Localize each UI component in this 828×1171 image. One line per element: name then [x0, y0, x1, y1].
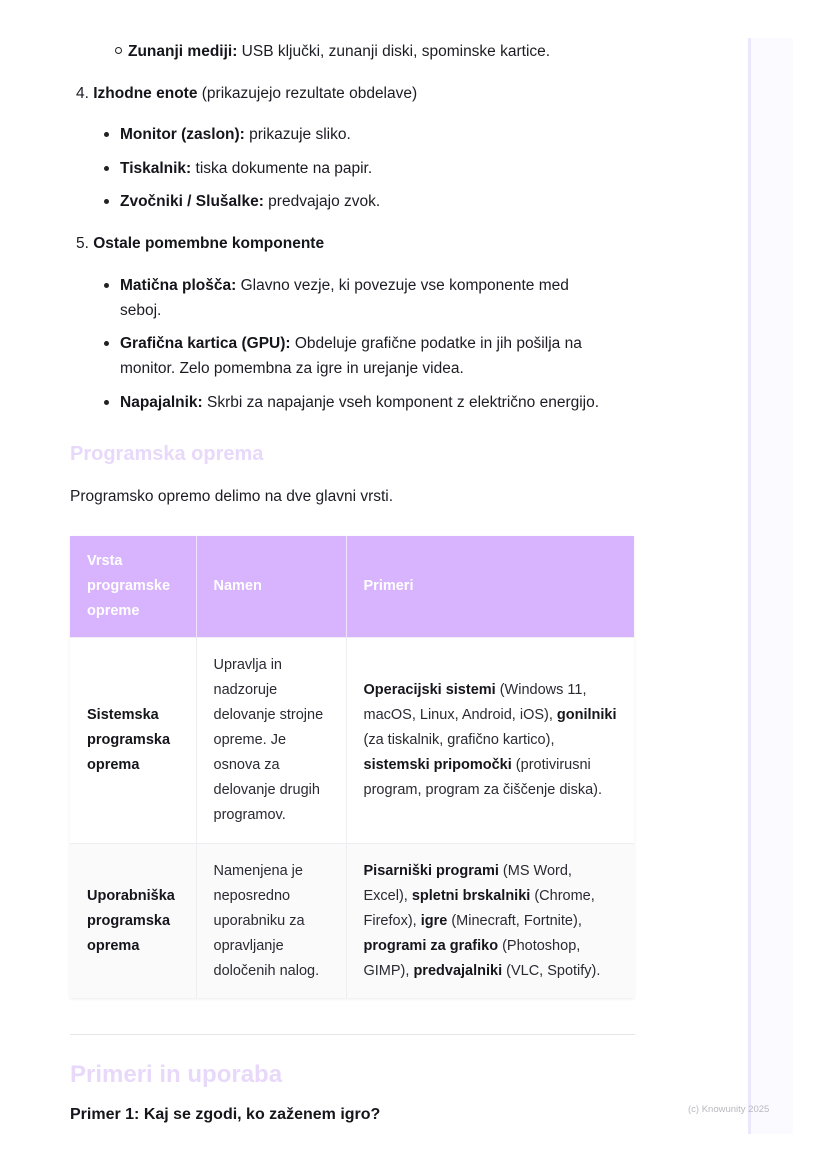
bullet-icon — [104, 132, 109, 137]
example-1-title: Primer 1: Kaj se zgodi, ko zaženem igro? — [70, 1106, 381, 1123]
section-output-devices: 4. Izhodne enote (prikazujejo rezultate obdelave) — [76, 85, 418, 102]
bullet-icon — [104, 341, 109, 346]
heading-software: Programska oprema — [70, 443, 264, 465]
divider — [70, 1034, 635, 1035]
software-table — [70, 536, 634, 998]
bullet-icon — [104, 283, 109, 288]
bullet-icon — [104, 199, 109, 204]
table-row: Sistemska programska oprema Upravlja in nadzoruje delovanje strojne opreme. Je osnova za delovanje drugih programov. Operacijski sistemi (Windows 11, macOS, Linux, Android, iOS), gonilniki (za tiskalnik, grafično kartico), sistemski pripomočki (protivirusni program, program za čiščenje diska). — [70, 638, 634, 844]
bullet-icon — [104, 400, 109, 405]
software-intro: Programsko opremo delimo na dve glavni vrsti. — [70, 488, 394, 505]
page-side-strip — [748, 38, 793, 1134]
circle-bullet-icon — [115, 47, 122, 54]
copyright-text: (c) Knowunity 2025 — [688, 1104, 770, 1115]
list-item: Napajalnik: Skrbi za napajanje vseh komponent z električno energijo. — [120, 390, 660, 415]
list-item-external-media: Zunanji mediji: USB ključki, zunanji diski, spominske kartice. — [128, 39, 550, 64]
table-header: Primeri — [346, 536, 634, 638]
table-header: Vrsta programske opreme — [70, 536, 196, 638]
list-item: Tiskalnik: tiska dokumente na papir. — [120, 156, 640, 181]
list-item: Zvočniki / Slušalke: predvajajo zvok. — [120, 189, 640, 214]
list-item: Monitor (zaslon): prikazuje sliko. — [120, 122, 640, 147]
table-header: Namen — [196, 536, 346, 638]
list-item: Grafična kartica (GPU): Obdeluje grafične podatke in jih pošilja na monitor. Zelo pomembna za igre in urejanje videa. — [120, 331, 625, 381]
bullet-icon — [104, 166, 109, 171]
heading-examples: Primeri in uporaba — [70, 1061, 283, 1088]
list-item: Matična plošča: Glavno vezje, ki povezuje vse komponente med seboj. — [120, 273, 610, 323]
table-row: Uporabniška programska oprema Namenjena je neposredno uporabniku za opravljanje določenih nalog. Pisarniški programi (MS Word, Excel), spletni brskalniki (Chrome, Firefox), igre (Minecraft, Fortnite), programi za grafiko (Photoshop, GIMP), predvajalniki (VLC, Spotify). — [70, 844, 634, 999]
section-other-components: 5. Ostale pomembne komponente — [76, 235, 325, 252]
